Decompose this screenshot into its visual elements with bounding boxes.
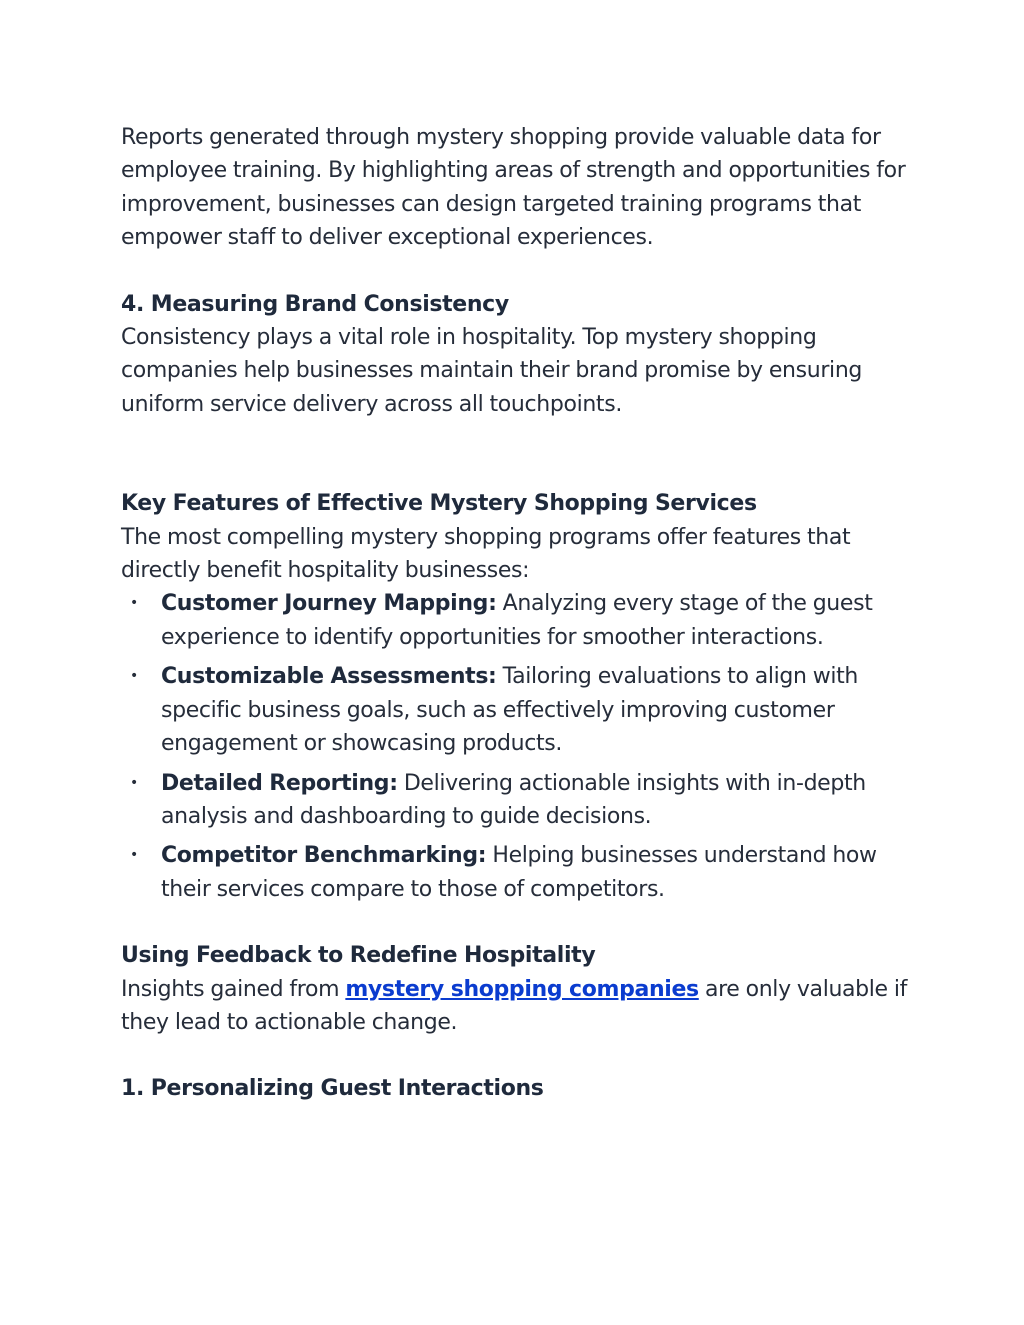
document-page [121, 121, 911, 1106]
section-using-feedback [121, 939, 911, 1039]
list-item [121, 839, 911, 906]
brand-consistency-body: Consistency plays a vital role in hospitality. Top mystery shopping companies help businesses maintain their brand promise by ensuring uniform service delivery across all touchpoints. [121, 325, 863, 417]
section-heading-using-feedback: Using Feedback to Redefine Hospitality [121, 943, 596, 969]
feature-text: Delivering actionable insights with in-depth analysis and dashboarding to guide decisions. [161, 770, 866, 829]
section-heading-key-features: Key Features of Effective Mystery Shopping Services [121, 491, 757, 517]
section-heading-personalizing: 1. Personalizing Guest Interactions [121, 1076, 544, 1102]
mystery-shopping-companies-link[interactable]: mystery shopping companies [345, 976, 699, 1002]
feature-text: Tailoring evaluations to align with specific business goals, such as effectively improving customer engagement or showcasing products. [161, 664, 858, 757]
feedback-text-after: are only valuable if they lead to actionable change. [121, 976, 908, 1035]
list-item [121, 587, 911, 654]
feature-text: Helping businesses understand how their services compare to those of competitors. [161, 843, 877, 902]
feedback-text-before: Insights gained from [121, 976, 340, 1002]
feature-term: Detailed Reporting: [161, 770, 398, 796]
section-heading-brand-consistency: 4. Measuring Brand Consistency [121, 291, 509, 317]
bullet-icon: • [130, 668, 138, 685]
section-key-features [121, 487, 911, 906]
intro-paragraph: Reports generated through mystery shopping provide valuable data for employee training. By highlighting areas of strength and opportunities for improvement, businesses can design targeted training programs that empower staff to deliver exceptional experiences. [121, 125, 906, 251]
key-features-intro: The most compelling mystery shopping programs offer features that directly benefit hospitality businesses: [121, 524, 851, 584]
using-feedback-body [121, 973, 911, 1040]
features-list [121, 587, 911, 906]
list-item [121, 660, 911, 760]
feature-term: Customizable Assessments: [161, 664, 497, 690]
feature-text: Analyzing every stage of the guest experience to identify opportunities for smoother interactions. [161, 591, 873, 650]
bullet-icon: • [130, 774, 138, 791]
section-personalizing [121, 1072, 911, 1105]
section-brand-consistency [121, 288, 911, 422]
feature-term: Competitor Benchmarking: [161, 843, 487, 869]
bullet-icon: • [130, 847, 138, 864]
list-item [121, 767, 911, 834]
feature-term: Customer Journey Mapping: [161, 591, 497, 617]
bullet-icon: • [130, 595, 138, 612]
